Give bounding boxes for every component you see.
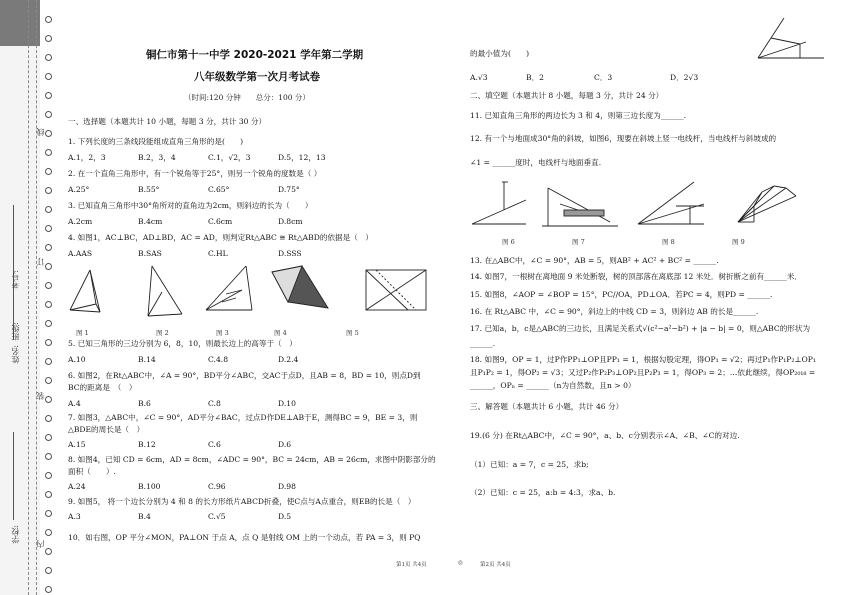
- q12-text-line2: ∠1 = ______度时，电线杆与地面垂直.: [470, 158, 602, 167]
- q4-opt-c: C.HL: [208, 249, 228, 258]
- q10-cont: 的最小值为( ): [470, 49, 530, 58]
- name-label: 姓名:: [11, 345, 20, 364]
- fig4-label: 图 4: [274, 329, 287, 337]
- figure-3: [206, 266, 252, 310]
- q2-opt-c: C.65°: [208, 185, 230, 194]
- binding-hole: [45, 396, 52, 403]
- q5-opt-c: C.4.8: [208, 355, 229, 364]
- binding-hole: [45, 339, 52, 346]
- q8-text-line1: 8. 如图4，已知 CD = 6cm，AD = 8cm，∠ADC = 90°，BC = 24cm，AB = 26cm，求图中阴影部分的: [68, 455, 436, 464]
- binding-gray-bar: [0, 0, 40, 46]
- q9-text: 9. 如图5， 将一个边长分别为 4 和 8 的长方形纸片ABCD折叠，使C点与A点重合，则EB的长是（ ）: [68, 497, 416, 506]
- fig8-label: 图 8: [662, 238, 675, 246]
- segment-pq: [771, 38, 800, 44]
- q4-opt-a: A.AAS: [68, 249, 93, 258]
- q18-text-line1: 18. 如图9，OP = 1，过P作PP₁⊥OP且PP₁ = 1，根据勾股定理，得OP₁ = √2；再过P₁作P₁P₂⊥OP₁: [470, 355, 816, 364]
- q6-text-line1: 6. 如图2，在Rt△ABC中，∠A = 90°，BD平分∠ABC，交AC于点D，且AB = 8，BD = 10，则点D到: [68, 371, 421, 380]
- q4-opt-b: B.SAS: [138, 249, 162, 258]
- q10-opt-b: B．2: [526, 73, 545, 82]
- fig3-label: 图 3: [216, 329, 229, 337]
- q7-text-line1: 7. 如图3，△ABC中，∠C = 90°，AD平分∠BAC，过点D作DE⊥AB于E，测得BC = 9，BE = 3，则: [68, 413, 418, 422]
- q1-text: 1. 下列长度的三条线段能组成直角三角形的是( ): [68, 137, 244, 146]
- q18-text-line3: ______，OPₙ = ______（n为自然数，且n > 0）: [470, 381, 636, 390]
- binding-hole: [45, 149, 52, 156]
- binding-hole: [45, 73, 52, 80]
- q3-opt-b: B.4cm: [138, 217, 163, 226]
- q15-text: 15. 如图8，∠AOP = ∠BOP = 15°，PC//OA，PD⊥OA．若PC = 4，则PD = ______.: [470, 290, 773, 299]
- q5-opt-b: B.14: [138, 355, 156, 364]
- figure-2: [148, 266, 182, 316]
- binding-hole: [45, 529, 52, 536]
- q1-opt-a: A.1，2，3: [68, 153, 106, 162]
- q8-text-line2: 面积（ ）.: [68, 467, 116, 476]
- q6-opt-b: B.6: [138, 399, 151, 408]
- binding-hole: [45, 301, 52, 308]
- q1-opt-d: D.5，12，13: [278, 153, 326, 162]
- figure-1: [70, 270, 100, 312]
- q7-opt-b: B.12: [138, 440, 156, 449]
- figure-9: [738, 186, 796, 222]
- q10-opt-a: A.√3: [470, 73, 488, 82]
- binding-hole: [45, 16, 52, 23]
- figure-q10: [754, 14, 834, 64]
- page-number-right: 第2页 共4页: [480, 562, 511, 568]
- q9-opt-b: B.4: [138, 512, 151, 521]
- figure-5: [366, 270, 426, 310]
- q19-text: 19.(6 分) 在Rt△ABC中，∠C = 90°，a、b、c分别表示∠A、∠B、∠C的对边.: [470, 431, 740, 440]
- q3-opt-d: D.8cm: [278, 217, 303, 226]
- q6-opt-a: A.4: [68, 399, 81, 408]
- page-number-left: 第1页 共4页: [396, 562, 427, 568]
- q17-text-line2: ______.: [470, 339, 496, 348]
- binding-hole: [45, 130, 52, 137]
- id-underline: [13, 205, 14, 265]
- q1-opt-b: B.2，3，4: [138, 153, 176, 162]
- binding-hole: [45, 92, 52, 99]
- binding-hole: [45, 168, 52, 175]
- binding-line-outer: [28, 0, 29, 595]
- q8-opt-b: B.100: [138, 482, 161, 491]
- q16-text: 16. 在 Rt△ABC 中，∠C = 90°，斜边上的中线 CD = 3，则斜边 AB 的长是______.: [470, 307, 759, 316]
- q2-opt-d: D.75°: [278, 185, 300, 194]
- binding-hole: [45, 453, 52, 460]
- binding-hole: [45, 54, 52, 61]
- q19-part1: （1）已知：a = 7，c = 25，求b;: [470, 460, 589, 469]
- ray-op: [758, 42, 806, 58]
- q11-text: 11. 已知直角三角形的两边长为 3 和 4，则第三边长度为______.: [470, 111, 687, 120]
- binding-hole: [45, 320, 52, 327]
- school-label: 学校:: [11, 525, 20, 544]
- binding-hole: [45, 358, 52, 365]
- q9-opt-a: A.3: [68, 512, 81, 521]
- exam-title-line1: 铜仁市第十一中学 2020-2021 学年第二学期: [146, 49, 364, 61]
- section1-heading: 一、选择题（本题共计 10 小题，每题 3 分，共计 30 分）: [68, 117, 267, 126]
- q7-opt-a: A.15: [68, 440, 86, 449]
- q3-text: 3. 已知直角三角形中30°角所对的直角边为2cm，则斜边的长为（ ）: [68, 201, 313, 210]
- binding-hole: [45, 586, 52, 593]
- q18-text-line2: 且P₁P₂ = 1，得OP₂ = √3；又过P₂作P₂P₃⊥OP₂且P₂P₃ = 1，得OP₃ = 2；…依此继续，得OP₂₀₁₈ =: [470, 368, 816, 377]
- binding-hole: [45, 434, 52, 441]
- q5-text: 5. 已知三角形的三边分别为 6，8，10，则最长边上的高等于（ ）: [68, 339, 297, 348]
- binding-hole: [45, 244, 52, 251]
- binding-hole: [45, 187, 52, 194]
- q17-text-line1: 17. 已知a，b，c是△ABC的三边长，且满足关系式√(c²−a²−b²) + |a − b| = 0，则△ABC的形状为: [470, 324, 811, 333]
- q3-opt-a: A.2cm: [68, 217, 93, 226]
- binding-hole: [45, 472, 52, 479]
- fig1-label: 图 1: [76, 329, 89, 337]
- figures-6-9: [468, 178, 848, 238]
- binding-hole: [45, 282, 52, 289]
- exam-title-line2: 八年级数学第一次月考试卷: [194, 71, 320, 83]
- fig9-label: 图 9: [732, 238, 745, 246]
- figure-8: [638, 182, 704, 224]
- binding-hole: [45, 567, 52, 574]
- q10-opt-d: D．2√3: [670, 73, 699, 82]
- q7-text-line2: △BDE的周长是（ ）: [68, 425, 145, 434]
- id-label: 考号:: [11, 270, 20, 289]
- q13-text: 13. 在△ABC中，∠C = 90°，AB = 5，则AB² + AC² + BC² = ______.: [470, 256, 719, 265]
- q7-opt-c: C.6: [208, 440, 221, 449]
- q9-opt-d: D.5: [278, 512, 292, 521]
- q8-opt-a: A.24: [68, 482, 86, 491]
- q19-part2: （2）已知：c = 25，a:b = 4:3，求a、b.: [470, 488, 616, 497]
- binding-hole: [45, 206, 52, 213]
- q10-text: 10．如右图，OP 平分∠MON，PA⊥ON 于点 A，点 Q 是射线 OM 上的一个动点，若 PA = 3，则 PQ: [68, 533, 421, 542]
- fig7-label: 图 7: [572, 238, 585, 246]
- binding-line-inner: [36, 0, 37, 595]
- mark-ding: 订: [36, 258, 45, 266]
- q6-opt-c: C.8: [208, 399, 221, 408]
- mark-nei: 内: [36, 540, 45, 548]
- q12-text-line1: 12. 有一个与地面成30°角的斜坡，如图6，现要在斜坡上竖一电线杆，当电线杆与斜坡成的: [470, 134, 777, 143]
- binding-hole: [45, 377, 52, 384]
- mark-zhuang: 装: [36, 392, 45, 400]
- class-label: 班级:: [11, 322, 20, 341]
- school-underline: [13, 432, 14, 520]
- binding-margin: [0, 46, 40, 595]
- q6-text-line2: BC的距离是 （ ）: [68, 383, 137, 392]
- q6-opt-d: D.10: [278, 399, 296, 408]
- q10-opt-c: C．3: [594, 73, 613, 82]
- binding-hole: [45, 111, 52, 118]
- q3-opt-c: C.6cm: [208, 217, 233, 226]
- q7-opt-d: D.6: [278, 440, 292, 449]
- binding-hole: [45, 491, 52, 498]
- fig2-label: 图 2: [156, 329, 169, 337]
- binding-hole: [45, 225, 52, 232]
- fig6-label: 图 6: [502, 238, 515, 246]
- binding-hole: [45, 548, 52, 555]
- mark-xian: 线: [36, 128, 45, 136]
- q5-opt-a: A.10: [68, 355, 86, 364]
- q14-text: 14. 如图7，一根树在离地面 9 米处断裂，树的顶部落在离底部 12 米处．树折断之前有______米．: [470, 272, 803, 281]
- q4-opt-d: D.SSS: [278, 249, 302, 258]
- page-separator-mark: ◎: [458, 560, 463, 566]
- q2-opt-b: B.55°: [138, 185, 160, 194]
- q5-opt-d: D.2.4: [278, 355, 299, 364]
- q9-opt-c: C.√5: [208, 512, 226, 521]
- section2-heading: 二、填空题（本题共计 8 小题，每题 3 分，共计 24 分）: [470, 91, 664, 100]
- binding-hole: [45, 510, 52, 517]
- figure-4: [272, 266, 328, 308]
- q8-opt-c: C.96: [208, 482, 226, 491]
- q4-text: 4. 如图1，AC⊥BC，AD⊥BD，AC = AD，则判定Rt△ABC ≅ Rt△ABD的依据是（ ）: [68, 233, 373, 242]
- q2-opt-a: A.25°: [68, 185, 90, 194]
- figure-6: [472, 182, 526, 224]
- section3-heading: 三、解答题（本题共计 6 小题，共计 46 分）: [470, 402, 624, 411]
- q8-opt-d: D.98: [278, 482, 296, 491]
- q1-opt-c: C.1，√2，3: [208, 153, 251, 162]
- q2-text: 2. 在一个直角三角形中，有一个锐角等于25°，则另一个锐角的度数是（ ）: [68, 169, 322, 178]
- fig5-label: 图 5: [346, 329, 359, 337]
- exam-meta: （时间:120 分钟 总分：100 分）: [184, 93, 310, 102]
- binding-hole: [45, 35, 52, 42]
- figure-7: [542, 188, 618, 226]
- figures-1-5: [66, 262, 458, 338]
- binding-hole: [45, 415, 52, 422]
- binding-hole: [45, 263, 52, 270]
